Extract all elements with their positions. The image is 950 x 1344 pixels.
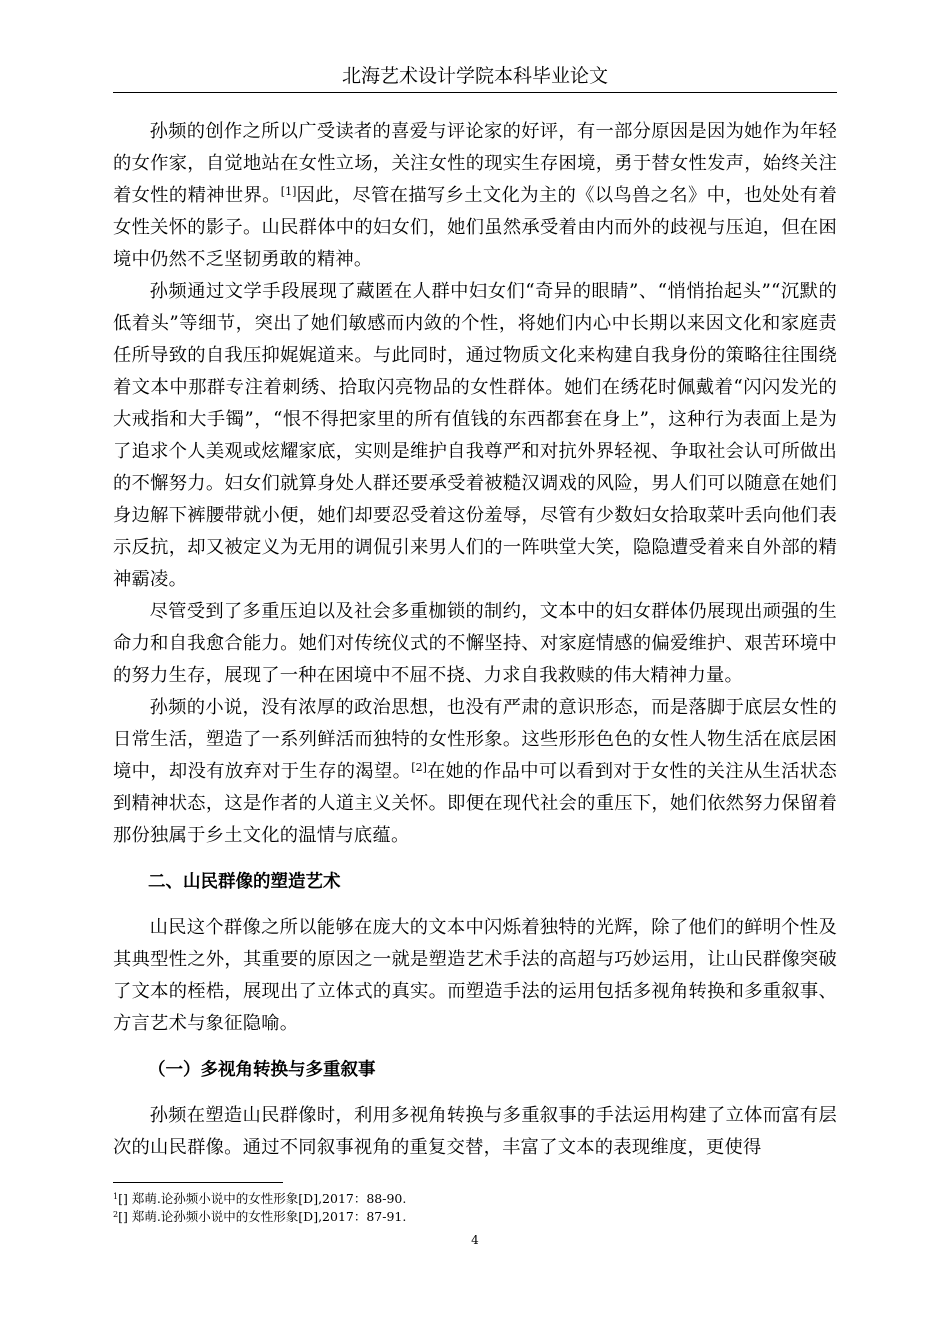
citation-ref-2[interactable]: [2] <box>411 761 427 774</box>
citation-ref-1[interactable]: [1] <box>280 185 297 198</box>
paragraph-1 <box>113 116 837 276</box>
footnote-1-mark: 1 <box>113 1192 119 1201</box>
paragraph-4-text-b: 在她的作品中可以看到对于女性的关注从生活状态到精神状态，这是作者的人道主义关怀。即便在现代社会的重压下，她们依然努力保留着那份独属于乡土文化的温情与底蕴。 <box>113 761 838 846</box>
paragraph-1-text-b: 因此，尽管在描写乡土文化为主的《以鸟兽之名》中，也处处有着女性关怀的影子。山民群体中的妇女们，她们虽然承受着由内而外的歧视与压迫，但在困境中仍然不乏坚韧勇敢的精神。 <box>113 185 838 270</box>
page-number: 4 <box>471 1233 479 1247</box>
paragraph-6: 孙频在塑造山民群像时，利用多视角转换与多重叙事的手法运用构建了立体而富有层次的山民群像。通过不同叙事视角的重复交替，丰富了文本的表现维度，更使得 <box>113 1105 837 1158</box>
paragraph-4 <box>113 692 837 852</box>
footnote-2 <box>113 1208 837 1226</box>
section-heading: 二、山民群像的塑造艺术 <box>148 872 341 892</box>
footnote-2-text: [] 郑萌.论孙频小说中的女性形象[D],2017：87-91. <box>118 1209 407 1224</box>
paragraph-3: 尽管受到了多重压迫以及社会多重枷锁的制约，文本中的妇女群体仍展现出顽强的生命力和自我愈合能力。她们对传统仪式的不懈坚持、对家庭情感的偏爱维护、艰苦环境中的努力生存，展现了一种在困境中不屈不挠、力求自我救赎的伟大精神力量。 <box>113 601 837 686</box>
paragraph-2: 孙频通过文学手段展现了藏匿在人群中妇女们“奇异的眼睛”、“悄悄抬起头”“沉默的低着头”等细节，突出了她们敏感而内敛的个性，将她们内心中长期以来因文化和家庭责任所导致的自我压抑娓娓道来。与此同时，通过物质文化来构建自我身份的策略往往围绕着文本中那群专注着刺绣、拾取闪亮物品的女性群体。她们在绣花时佩戴着“闪闪发光的大戒指和大手镯”，“恨不得把家里的所有值钱的东西都套在身上”，这种行为表面上是为了追求个人美观或炫耀家底，实则是维护自我尊严和对抗外界轻视、争取社会认可所做出的不懈努力。妇女们就算身处人群还要承受着被糙汉调戏的风险，男人们可以随意在她们身边解下裤腰带就小便，她们却要忍受着这份羞辱，尽管有少数妇女拾取菜叶丢向他们表示反抗，却又被定义为无用的调侃引来男人们的一阵哄堂大笑，隐隐遭受着来自外部的精神霸凌。 <box>113 281 837 590</box>
footnote-2-mark: 2 <box>113 1210 119 1219</box>
running-header: 北海艺术设计学院本科毕业论文 <box>341 65 608 87</box>
paragraph-5: 山民这个群像之所以能够在庞大的文本中闪烁着独特的光辉，除了他们的鲜明个性及其典型性之外，其重要的原因之一就是塑造艺术手法的高超与巧妙运用，让山民群像突破了文本的桎梏，展现出了立体式的真实。而塑造手法的运用包括多视角转换和多重叙事、方言艺术与象征隐喻。 <box>113 917 837 1034</box>
paragraph-4-text-a: 孙频的小说，没有浓厚的政治思想，也没有严肃的意识形态，而是落脚于底层女性的日常生活，塑造了一系列鲜活而独特的女性形象。这些形形色色的女性人物生活在底层困境中，却没有放弃对于生存的渴望。 <box>113 697 837 782</box>
subsection-heading: （一）多视角转换与多重叙事 <box>148 1060 376 1080</box>
footnote-1-text: [] 郑萌.论孙频小说中的女性形象[D],2017：88-90. <box>118 1191 407 1206</box>
body-text <box>113 116 837 1164</box>
header-rule <box>113 92 837 93</box>
footnotes <box>113 1190 837 1226</box>
footnote-rule <box>113 1182 283 1183</box>
paragraph-1-text-a: 孙频的创作之所以广受读者的喜爱与评论家的好评，有一部分原因是因为她作为年轻的女作家，自觉地站在女性立场，关注女性的现实生存困境，勇于替女性发声，始终关注着女性的精神世界。 <box>113 121 837 206</box>
footnote-1 <box>113 1190 837 1208</box>
